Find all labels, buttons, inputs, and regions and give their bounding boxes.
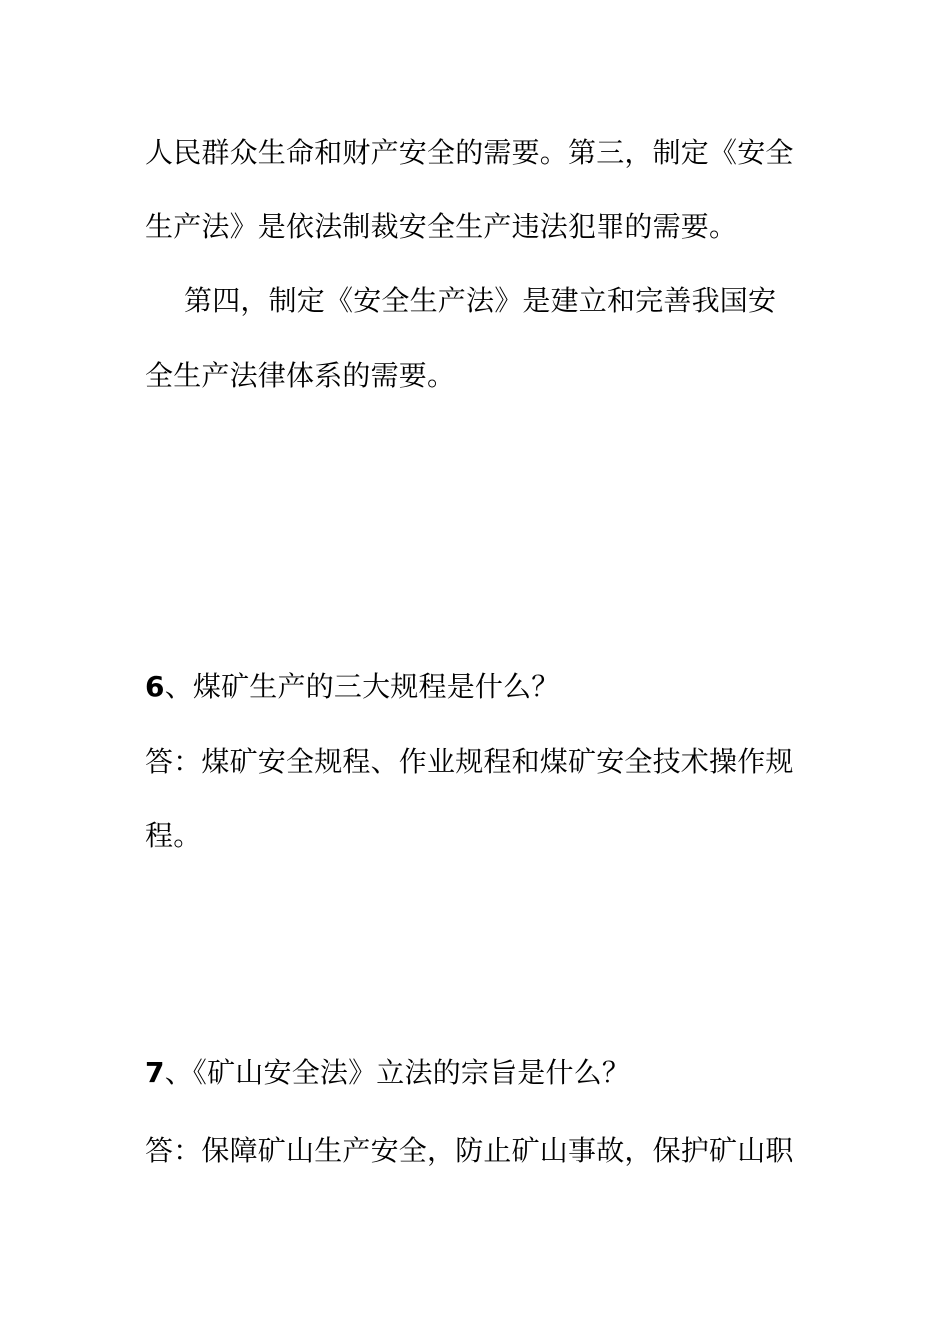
question-7-answer-line-1: 答：保障矿山生产安全，防止矿山事故，保护矿山职 [145,1134,794,1167]
question-7-number: 7 [145,1056,165,1089]
question-6-answer-line-1: 答：煤矿安全规程、作业规程和煤矿安全技术操作规 [145,745,794,778]
question-6-heading [145,667,560,707]
paragraph-2-line-2: 全生产法律体系的需要。 [145,359,456,392]
question-6-title: 、煤矿生产的三大规程是什么？ [164,670,560,703]
question-6-number: 6 [145,670,165,703]
paragraph-2-line-1: 第四，制定《安全生产法》是建立和完善我国安 [184,284,777,317]
question-7-title: 、《矿山安全法》立法的宗旨是什么？ [164,1056,631,1089]
question-6-answer-line-2: 程。 [145,819,202,852]
paragraph-1-line-1: 人民群众生命和财产安全的需要。第三，制定《安全 [145,136,794,169]
question-7-heading [145,1053,630,1093]
paragraph-1-line-2: 生产法》是依法制裁安全生产违法犯罪的需要。 [145,210,738,243]
